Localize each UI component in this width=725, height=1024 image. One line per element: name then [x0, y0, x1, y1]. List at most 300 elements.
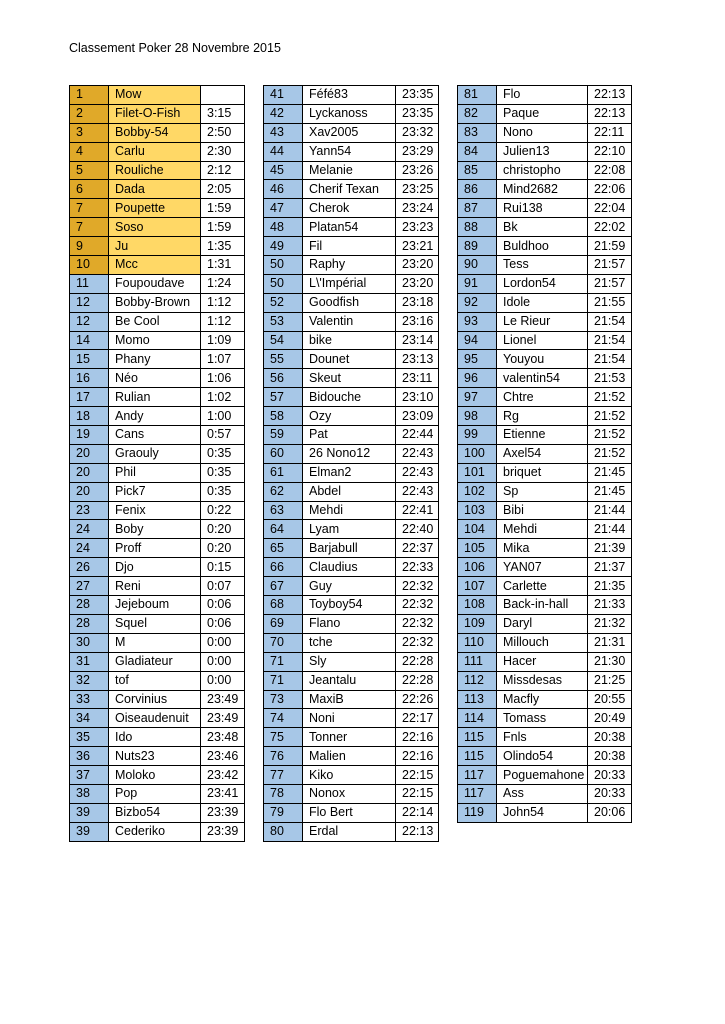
time-cell: 23:49 [201, 690, 245, 709]
player-name-cell: Ido [109, 728, 201, 747]
table-row [264, 766, 439, 785]
rank-cell: 78 [264, 784, 303, 803]
time-cell: 1:07 [201, 350, 245, 369]
time-cell: 22:43 [396, 482, 439, 501]
player-name-cell: MaxiB [303, 690, 396, 709]
rank-cell: 89 [458, 237, 497, 256]
player-name-cell: Elman2 [303, 463, 396, 482]
rank-cell: 11 [70, 274, 109, 293]
rank-cell: 38 [70, 784, 109, 803]
table-row [70, 274, 245, 293]
time-cell: 22:17 [396, 709, 439, 728]
time-cell: 1:09 [201, 331, 245, 350]
table-row [458, 728, 632, 747]
player-name-cell: Tomass [497, 709, 588, 728]
table-row [70, 577, 245, 596]
rank-cell: 86 [458, 180, 497, 199]
rank-cell: 57 [264, 388, 303, 407]
time-cell: 21:59 [588, 237, 632, 256]
time-cell: 22:32 [396, 596, 439, 615]
player-name-cell: Bibi [497, 501, 588, 520]
player-name-cell: Malien [303, 747, 396, 766]
rank-cell: 92 [458, 293, 497, 312]
table-row [458, 237, 632, 256]
rank-cell: 15 [70, 350, 109, 369]
table-row [70, 199, 245, 218]
time-cell: 22:43 [396, 444, 439, 463]
player-name-cell: M [109, 633, 201, 652]
player-name-cell: Missdesas [497, 671, 588, 690]
table-row [458, 709, 632, 728]
player-name-cell: Noni [303, 709, 396, 728]
time-cell: 22:41 [396, 501, 439, 520]
table-row [70, 671, 245, 690]
player-name-cell: Youyou [497, 350, 588, 369]
table-row [264, 539, 439, 558]
table-row [70, 614, 245, 633]
table-row [264, 652, 439, 671]
table-row [70, 482, 245, 501]
table-row [458, 407, 632, 426]
rank-cell: 111 [458, 652, 497, 671]
table-row [264, 369, 439, 388]
table-row [70, 784, 245, 803]
table-row [264, 690, 439, 709]
table-row [264, 728, 439, 747]
table-row [264, 86, 439, 105]
table-row [264, 199, 439, 218]
table-row [458, 218, 632, 237]
table-row [70, 558, 245, 577]
rank-cell: 43 [264, 123, 303, 142]
time-cell: 3:15 [201, 104, 245, 123]
table-row [458, 803, 632, 822]
rank-cell: 44 [264, 142, 303, 161]
player-name-cell: Pick7 [109, 482, 201, 501]
time-cell: 20:06 [588, 803, 632, 822]
time-cell: 22:15 [396, 766, 439, 785]
rank-cell: 2 [70, 104, 109, 123]
rank-cell: 20 [70, 444, 109, 463]
table-row [264, 426, 439, 445]
player-name-cell: Andy [109, 407, 201, 426]
table-row [458, 350, 632, 369]
time-cell: 21:55 [588, 293, 632, 312]
rank-cell: 58 [264, 407, 303, 426]
rank-cell: 80 [264, 822, 303, 841]
player-name-cell: Poupette [109, 199, 201, 218]
time-cell: 23:16 [396, 312, 439, 331]
time-cell: 0:00 [201, 633, 245, 652]
time-cell: 23:35 [396, 104, 439, 123]
time-cell: 20:55 [588, 690, 632, 709]
time-cell: 23:48 [201, 728, 245, 747]
rank-cell: 30 [70, 633, 109, 652]
table-row [458, 633, 632, 652]
table-row [264, 463, 439, 482]
player-name-cell: Filet-O-Fish [109, 104, 201, 123]
table-row [70, 728, 245, 747]
rank-cell: 18 [70, 407, 109, 426]
rank-cell: 1 [70, 86, 109, 105]
rank-cell: 64 [264, 520, 303, 539]
table-row [458, 180, 632, 199]
table-row [264, 747, 439, 766]
table-row [70, 633, 245, 652]
rank-cell: 109 [458, 614, 497, 633]
rank-cell: 37 [70, 766, 109, 785]
time-cell: 20:49 [588, 709, 632, 728]
table-row [70, 444, 245, 463]
player-name-cell: Jejeboum [109, 596, 201, 615]
time-cell: 23:49 [201, 709, 245, 728]
table-row [70, 463, 245, 482]
time-cell: 23:18 [396, 293, 439, 312]
time-cell: 22:37 [396, 539, 439, 558]
player-name-cell: Mehdi [497, 520, 588, 539]
time-cell: 23:29 [396, 142, 439, 161]
table-row [264, 274, 439, 293]
time-cell: 22:11 [588, 123, 632, 142]
table-row [458, 614, 632, 633]
player-name-cell: Rui138 [497, 199, 588, 218]
time-cell: 22:16 [396, 728, 439, 747]
rank-cell: 76 [264, 747, 303, 766]
table-row [264, 709, 439, 728]
time-cell: 21:52 [588, 388, 632, 407]
rank-cell: 4 [70, 142, 109, 161]
player-name-cell: Tess [497, 256, 588, 275]
table-row [70, 331, 245, 350]
player-name-cell: Proff [109, 539, 201, 558]
time-cell: 0:35 [201, 444, 245, 463]
table-row [458, 690, 632, 709]
rank-cell: 117 [458, 784, 497, 803]
table-row [264, 501, 439, 520]
table-row [70, 501, 245, 520]
table-row [264, 520, 439, 539]
table-row [458, 388, 632, 407]
rank-cell: 19 [70, 426, 109, 445]
rank-cell: 49 [264, 237, 303, 256]
time-cell: 21:54 [588, 331, 632, 350]
player-name-cell: Rulian [109, 388, 201, 407]
table-row [70, 180, 245, 199]
rank-cell: 20 [70, 463, 109, 482]
rank-cell: 34 [70, 709, 109, 728]
player-name-cell: Axel54 [497, 444, 588, 463]
player-name-cell: Cherif Texan [303, 180, 396, 199]
rank-cell: 14 [70, 331, 109, 350]
player-name-cell: Toyboy54 [303, 596, 396, 615]
time-cell: 2:30 [201, 142, 245, 161]
table-row [264, 577, 439, 596]
table-row [458, 577, 632, 596]
table-row [264, 444, 439, 463]
time-cell: 23:39 [201, 803, 245, 822]
table-row [458, 482, 632, 501]
table-row [264, 350, 439, 369]
rank-cell: 77 [264, 766, 303, 785]
time-cell: 21:52 [588, 407, 632, 426]
rank-cell: 33 [70, 690, 109, 709]
player-name-cell: YAN07 [497, 558, 588, 577]
player-name-cell: Corvinius [109, 690, 201, 709]
rank-cell: 115 [458, 747, 497, 766]
time-cell: 0:22 [201, 501, 245, 520]
time-cell: 1:59 [201, 199, 245, 218]
player-name-cell: Bobby-Brown [109, 293, 201, 312]
player-name-cell: Lyckanoss [303, 104, 396, 123]
time-cell: 22:32 [396, 633, 439, 652]
rank-cell: 117 [458, 766, 497, 785]
rank-cell: 97 [458, 388, 497, 407]
time-cell: 0:06 [201, 614, 245, 633]
rank-cell: 60 [264, 444, 303, 463]
table-row [458, 463, 632, 482]
time-cell: 23:21 [396, 237, 439, 256]
table-row [264, 256, 439, 275]
rank-cell: 52 [264, 293, 303, 312]
time-cell: 22:33 [396, 558, 439, 577]
player-name-cell: Barjabull [303, 539, 396, 558]
table-row [70, 142, 245, 161]
time-cell: 20:38 [588, 728, 632, 747]
table-row [70, 161, 245, 180]
player-name-cell: Flo [497, 86, 588, 105]
player-name-cell: Phil [109, 463, 201, 482]
player-name-cell: Yann54 [303, 142, 396, 161]
player-name-cell: Claudius [303, 558, 396, 577]
time-cell: 21:54 [588, 350, 632, 369]
table-row [70, 766, 245, 785]
time-cell: 0:00 [201, 671, 245, 690]
player-name-cell: Kiko [303, 766, 396, 785]
rank-cell: 103 [458, 501, 497, 520]
player-name-cell: Reni [109, 577, 201, 596]
rank-cell: 6 [70, 180, 109, 199]
rank-cell: 74 [264, 709, 303, 728]
table-row [264, 237, 439, 256]
ranking-table-1 [69, 85, 245, 842]
rank-cell: 104 [458, 520, 497, 539]
player-name-cell: Etienne [497, 426, 588, 445]
table-row [458, 161, 632, 180]
table-row [70, 596, 245, 615]
table-row [70, 520, 245, 539]
player-name-cell: Paque [497, 104, 588, 123]
rank-cell: 50 [264, 256, 303, 275]
player-name-cell: Mcc [109, 256, 201, 275]
time-cell: 23:25 [396, 180, 439, 199]
rank-cell: 39 [70, 803, 109, 822]
rank-cell: 42 [264, 104, 303, 123]
time-cell: 1:06 [201, 369, 245, 388]
player-name-cell: Goodfish [303, 293, 396, 312]
player-name-cell: Boby [109, 520, 201, 539]
rank-cell: 70 [264, 633, 303, 652]
time-cell: 0:06 [201, 596, 245, 615]
rank-cell: 3 [70, 123, 109, 142]
player-name-cell: Jeantalu [303, 671, 396, 690]
player-name-cell: Skeut [303, 369, 396, 388]
rank-cell: 119 [458, 803, 497, 822]
time-cell: 21:52 [588, 426, 632, 445]
time-cell: 22:04 [588, 199, 632, 218]
rank-cell: 59 [264, 426, 303, 445]
rank-cell: 24 [70, 520, 109, 539]
player-name-cell: Back-in-hall [497, 596, 588, 615]
table-row [70, 388, 245, 407]
table-row [264, 123, 439, 142]
table-row [458, 747, 632, 766]
rank-cell: 17 [70, 388, 109, 407]
rank-cell: 12 [70, 293, 109, 312]
time-cell: 23:24 [396, 199, 439, 218]
table-row [458, 142, 632, 161]
rank-cell: 41 [264, 86, 303, 105]
table-row [264, 142, 439, 161]
player-name-cell: Mind2682 [497, 180, 588, 199]
time-cell: 22:13 [588, 86, 632, 105]
rank-cell: 48 [264, 218, 303, 237]
player-name-cell: Julien13 [497, 142, 588, 161]
table-row [264, 180, 439, 199]
player-name-cell: Raphy [303, 256, 396, 275]
time-cell: 21:52 [588, 444, 632, 463]
time-cell: 23:14 [396, 331, 439, 350]
rank-cell: 112 [458, 671, 497, 690]
player-name-cell: Be Cool [109, 312, 201, 331]
player-name-cell: Pop [109, 784, 201, 803]
player-name-cell: Lionel [497, 331, 588, 350]
player-name-cell: Millouch [497, 633, 588, 652]
player-name-cell: bike [303, 331, 396, 350]
rank-cell: 79 [264, 803, 303, 822]
table-row [264, 614, 439, 633]
player-name-cell: tof [109, 671, 201, 690]
rank-cell: 71 [264, 671, 303, 690]
ranking-table-3 [457, 85, 632, 823]
time-cell: 21:45 [588, 482, 632, 501]
time-cell: 1:00 [201, 407, 245, 426]
rank-cell: 24 [70, 539, 109, 558]
time-cell: 21:44 [588, 520, 632, 539]
rank-cell: 93 [458, 312, 497, 331]
player-name-cell: Phany [109, 350, 201, 369]
rank-cell: 28 [70, 614, 109, 633]
time-cell: 1:31 [201, 256, 245, 275]
table-row [70, 539, 245, 558]
table-row [458, 784, 632, 803]
time-cell: 23:11 [396, 369, 439, 388]
player-name-cell: Nonox [303, 784, 396, 803]
table-row [70, 237, 245, 256]
rank-cell: 114 [458, 709, 497, 728]
time-cell: 22:32 [396, 614, 439, 633]
rank-cell: 83 [458, 123, 497, 142]
player-name-cell: Soso [109, 218, 201, 237]
rank-cell: 28 [70, 596, 109, 615]
rank-cell: 20 [70, 482, 109, 501]
player-name-cell: Carlette [497, 577, 588, 596]
table-row [70, 123, 245, 142]
rank-cell: 66 [264, 558, 303, 577]
rank-cell: 81 [458, 86, 497, 105]
rank-cell: 73 [264, 690, 303, 709]
table-row [458, 104, 632, 123]
time-cell: 21:37 [588, 558, 632, 577]
table-row [458, 444, 632, 463]
rank-cell: 100 [458, 444, 497, 463]
table-row [458, 501, 632, 520]
time-cell: 2:05 [201, 180, 245, 199]
rank-cell: 107 [458, 577, 497, 596]
player-name-cell: Lordon54 [497, 274, 588, 293]
time-cell: 21:45 [588, 463, 632, 482]
time-cell: 1:35 [201, 237, 245, 256]
player-name-cell: Poguemahone [497, 766, 588, 785]
player-name-cell: Rouliche [109, 161, 201, 180]
rank-cell: 10 [70, 256, 109, 275]
table-row [458, 671, 632, 690]
player-name-cell: Cederiko [109, 822, 201, 841]
player-name-cell: Lyam [303, 520, 396, 539]
time-cell: 23:09 [396, 407, 439, 426]
player-name-cell: Graouly [109, 444, 201, 463]
player-name-cell: briquet [497, 463, 588, 482]
rank-cell: 106 [458, 558, 497, 577]
rank-cell: 108 [458, 596, 497, 615]
player-name-cell: Cans [109, 426, 201, 445]
player-name-cell: 26 Nono12 [303, 444, 396, 463]
player-name-cell: Nono [497, 123, 588, 142]
player-name-cell: Bizbo54 [109, 803, 201, 822]
time-cell: 22:28 [396, 671, 439, 690]
rank-cell: 98 [458, 407, 497, 426]
player-name-cell: Nuts23 [109, 747, 201, 766]
rank-cell: 102 [458, 482, 497, 501]
player-name-cell: Rg [497, 407, 588, 426]
table-row [264, 388, 439, 407]
player-name-cell: Squel [109, 614, 201, 633]
player-name-cell: Erdal [303, 822, 396, 841]
rank-cell: 32 [70, 671, 109, 690]
time-cell: 0:20 [201, 520, 245, 539]
time-cell: 21:31 [588, 633, 632, 652]
player-name-cell: Sp [497, 482, 588, 501]
time-cell: 23:10 [396, 388, 439, 407]
rank-cell: 85 [458, 161, 497, 180]
player-name-cell: Olindo54 [497, 747, 588, 766]
table-row [458, 199, 632, 218]
time-cell: 1:24 [201, 274, 245, 293]
player-name-cell: Melanie [303, 161, 396, 180]
time-cell: 21:57 [588, 274, 632, 293]
time-cell: 22:32 [396, 577, 439, 596]
time-cell: 21:44 [588, 501, 632, 520]
player-name-cell: Féfé83 [303, 86, 396, 105]
table-row [458, 312, 632, 331]
player-name-cell: Mika [497, 539, 588, 558]
rank-cell: 115 [458, 728, 497, 747]
time-cell: 22:40 [396, 520, 439, 539]
player-name-cell: Chtre [497, 388, 588, 407]
table-row [70, 652, 245, 671]
table-row [264, 482, 439, 501]
rank-cell: 39 [70, 822, 109, 841]
rank-cell: 47 [264, 199, 303, 218]
